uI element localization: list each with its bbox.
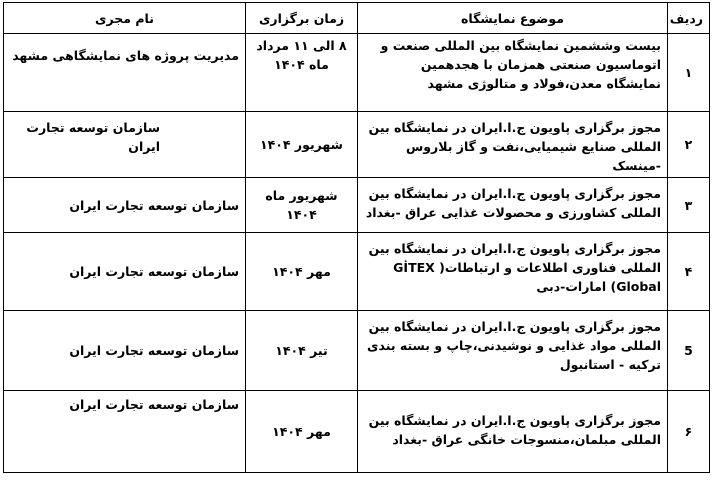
row-number: 5	[668, 311, 710, 391]
header-topic: موضوع نمایشگاه	[358, 3, 668, 34]
row-date: شهریور ۱۴۰۴	[246, 112, 358, 178]
table-row	[4, 178, 710, 233]
row-number: ۲	[668, 112, 710, 178]
row-number: ۴	[668, 233, 710, 311]
row-date: شهریور ماه ۱۴۰۴	[246, 178, 358, 233]
row-topic: مجوز برگزاری پاویون ج.ا.ایران در نمایشگاه بین المللی مواد غذایی و نوشیدنی،چاپ و بسته بندی ترکیه - استانبول	[358, 311, 668, 391]
row-date: تیر ۱۴۰۴	[246, 311, 358, 391]
row-organizer: مدیریت پروژه های نمایشگاهی مشهد	[4, 34, 246, 112]
row-topic: مجوز برگزاری پاویون ج.ا.ایران در نمایشگاه بین المللی مبلمان،منسوجات خانگی عراق -بغداد	[358, 391, 668, 473]
row-date: ۸ الی ۱۱ مرداد ماه ۱۴۰۴	[246, 34, 358, 112]
table-row	[4, 233, 710, 311]
row-number: ۱	[668, 34, 710, 112]
exhibitions-table	[3, 2, 710, 473]
row-number: ۳	[668, 178, 710, 233]
header-date: زمان برگزاری	[246, 3, 358, 34]
row-organizer: سازمان توسعه تجارت ایران	[4, 391, 246, 473]
table-row	[4, 391, 710, 473]
row-topic: مجوز برگزاری پاویون ج.ا.ایران در نمایشگاه بین المللی فناوری اطلاعات و ارتباطات( GİTEX Global) امارات-دبی	[358, 233, 668, 311]
table-row	[4, 311, 710, 391]
row-date: مهر ۱۴۰۴	[246, 391, 358, 473]
table-row	[4, 112, 710, 178]
row-organizer: سازمان توسعه تجارت ایران	[4, 311, 246, 391]
row-topic: بیست وششمین نمایشگاه بین المللی صنعت و اتوماسیون صنعتی همزمان با هجدهمین نمایشگاه معدن،فولاد و متالوژی مشهد	[358, 34, 668, 112]
row-number: ۶	[668, 391, 710, 473]
row-organizer: سازمان توسعه تجارت ایران	[4, 233, 246, 311]
row-date: مهر ۱۴۰۴	[246, 233, 358, 311]
row-organizer: سازمان توسعه تجارت ایران	[4, 112, 246, 178]
row-organizer: سازمان توسعه تجارت ایران	[4, 178, 246, 233]
table-row	[4, 34, 710, 112]
header-organizer: نام مجری	[4, 3, 246, 34]
header-row-num: ردیف	[668, 3, 710, 34]
row-topic: مجوز برگزاری پاویون ج.ا.ایران در نمایشگاه بین المللی صنایع شیمیایی،نفت و گاز بلاروس -مینسک	[358, 112, 668, 178]
table-header-row	[4, 3, 710, 34]
row-topic: مجوز برگزاری پاویون ج.ا.ایران در نمایشگاه بین المللی کشاورزی و محصولات غذایی عراق -بغداد	[358, 178, 668, 233]
